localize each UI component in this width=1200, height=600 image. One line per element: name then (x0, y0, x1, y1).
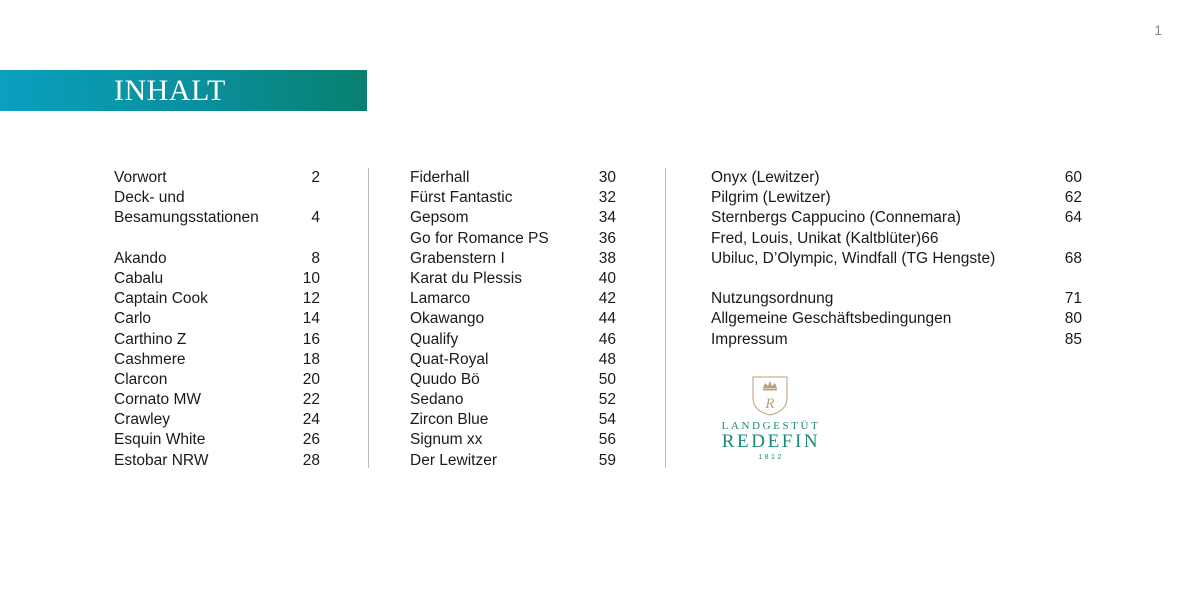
toc-entry-title: Carthino Z (114, 330, 187, 348)
toc-entry-title: Go for Romance PS (410, 229, 549, 247)
toc-entry-title: Carlo (114, 310, 152, 328)
toc-entry-page: 42 (598, 290, 616, 308)
toc-entry-title: Akando (114, 249, 167, 267)
toc-entry-page: 2 (311, 169, 320, 186)
toc-entry-page: 56 (598, 431, 616, 449)
toc-entry-title: Besamungsstationen (114, 209, 259, 227)
toc-entry-title: Sternbergs Cappucino (Connemara) (711, 209, 961, 227)
toc-entry (410, 390, 616, 410)
toc-entry-title: Quudo Bö (410, 370, 480, 388)
logo-text-year: 1812 (758, 454, 784, 461)
toc-entry (410, 168, 616, 188)
toc-entry-title: Estobar NRW (114, 451, 209, 469)
toc-entry (114, 289, 320, 309)
toc-entry-title: Lamarco (410, 290, 471, 308)
toc-entry-title: Cashmere (114, 350, 186, 368)
toc-entry-title: Gepsom (410, 209, 469, 227)
landgestuet-redefin-logo (712, 376, 830, 466)
toc-entry-page: 24 (302, 411, 320, 429)
toc-entry (114, 168, 320, 188)
toc-entry-page: 32 (598, 189, 616, 207)
toc-entry-page: 59 (598, 451, 616, 469)
toc-entry-page: 12 (302, 290, 320, 308)
toc-entry-page: 30 (598, 169, 616, 186)
toc-entry-page: 46 (598, 330, 616, 348)
toc-entry (410, 430, 616, 450)
toc-entry-page: 64 (1064, 209, 1082, 227)
toc-entry (114, 410, 320, 430)
toc-entry (711, 188, 1082, 208)
toc-entry (711, 289, 1082, 309)
toc-entry (711, 249, 1082, 269)
toc-entry-page: 60 (1064, 169, 1082, 186)
toc-entry (711, 309, 1082, 329)
toc-entry (114, 350, 320, 370)
toc-entry-page: 62 (1064, 189, 1082, 207)
toc-spacer (114, 229, 320, 249)
toc-entry-title: Esquin White (114, 431, 206, 449)
toc-entry-page: 50 (598, 370, 616, 388)
toc-entry-title: Captain Cook (114, 290, 208, 308)
title-banner (0, 70, 367, 111)
toc-entry-page: 80 (1064, 310, 1082, 328)
toc-entry (410, 309, 616, 329)
toc-entry-page: 71 (1064, 290, 1082, 308)
toc-entry (114, 430, 320, 450)
toc-entry-title: Nutzungsordnung (711, 290, 834, 308)
toc-entry (410, 330, 616, 350)
toc-entry-title: Der Lewitzer (410, 451, 497, 469)
toc-entry-page: 14 (302, 310, 320, 328)
toc-entry-title: Grabenstern I (410, 249, 505, 267)
toc-entry (410, 208, 616, 228)
toc-entry (114, 249, 320, 269)
toc-entry-title: Vorwort (114, 169, 167, 186)
toc-entry-page: 28 (302, 451, 320, 469)
toc-entry (410, 249, 616, 269)
toc-entry-title: Cabalu (114, 269, 164, 287)
toc-entry (711, 208, 1082, 228)
toc-entry (410, 229, 616, 249)
toc-entry-title: Signum xx (410, 431, 483, 449)
toc-entry (711, 168, 1082, 188)
toc-entry (114, 208, 320, 228)
toc-entry (410, 269, 616, 289)
toc-entry-title: Impressum (711, 330, 788, 348)
toc-entry-title: Cornato MW (114, 391, 201, 409)
page-title: INHALT (114, 74, 226, 107)
toc-entry (410, 188, 616, 208)
toc-entry (114, 188, 320, 208)
toc-entry-page: 40 (598, 269, 616, 287)
toc-entry-page: 38 (598, 249, 616, 267)
toc-entry (410, 451, 616, 471)
toc-entry (410, 410, 616, 430)
toc-entry (114, 451, 320, 471)
toc-entry (114, 370, 320, 390)
crest-icon (752, 376, 788, 416)
toc-entry-title: Quat-Royal (410, 350, 489, 368)
logo-text-line2: REDEFIN (721, 431, 821, 452)
toc-entry-page: 16 (302, 330, 320, 348)
toc-column-1 (114, 168, 320, 471)
toc-entry (410, 350, 616, 370)
toc-entry-page: 44 (598, 310, 616, 328)
toc-column-3 (711, 168, 1082, 350)
toc-entry-page: 85 (1064, 330, 1082, 348)
toc-entry-page: 36 (598, 229, 616, 247)
toc-entry (114, 330, 320, 350)
toc-entry-title: Deck- und (114, 189, 185, 207)
svg-text:R: R (765, 396, 775, 412)
toc-entry-title: Crawley (114, 411, 170, 429)
toc-entry-title: Karat du Plessis (410, 269, 522, 287)
toc-entry-page: 4 (311, 209, 320, 227)
toc-entry (114, 309, 320, 329)
toc-entry-page: 10 (302, 269, 320, 287)
toc-entry-title: Pilgrim (Lewitzer) (711, 189, 831, 207)
column-divider (665, 168, 666, 468)
logo-text-line1: LANDGESTÜT (721, 420, 821, 432)
toc-entry-page: 20 (302, 370, 320, 388)
toc-entry-title: Fürst Fantastic (410, 189, 513, 207)
toc-entry-page: 68 (1064, 249, 1082, 267)
toc-entry (410, 370, 616, 390)
toc-spacer (711, 269, 1082, 289)
toc-entry-title: Clarcon (114, 370, 168, 388)
toc-entry-page: 34 (598, 209, 616, 227)
toc-entry (711, 229, 1082, 249)
toc-column-2 (410, 168, 616, 471)
toc-entry-title: Onyx (Lewitzer) (711, 169, 820, 186)
toc-entry-title: Ubiluc, D’Olympic, Windfall (TG Hengste) (711, 249, 996, 267)
toc-entry-page: 54 (598, 411, 616, 429)
toc-entry-title: Qualify (410, 330, 459, 348)
toc-entry-title: Zircon Blue (410, 411, 489, 429)
toc-entry-page: 8 (311, 249, 320, 267)
toc-entry-page: 26 (302, 431, 320, 449)
toc-entry-title: Sedano (410, 391, 464, 409)
toc-entry-title: Fiderhall (410, 169, 470, 186)
toc-entry-title: Fred, Louis, Unikat (Kaltblüter)66 (711, 229, 939, 247)
toc-entry-title: Okawango (410, 310, 485, 328)
toc-entry (711, 330, 1082, 350)
toc-entry (410, 289, 616, 309)
column-divider (368, 168, 369, 468)
page-number: 1 (1154, 22, 1162, 38)
toc-entry-page: 18 (302, 350, 320, 368)
toc-entry-title: Allgemeine Geschäftsbedingungen (711, 310, 952, 328)
toc-entry-page: 52 (598, 391, 616, 409)
toc-entry-page: 48 (598, 350, 616, 368)
toc-entry-page: 22 (302, 391, 320, 409)
toc-entry (114, 390, 320, 410)
toc-entry (114, 269, 320, 289)
